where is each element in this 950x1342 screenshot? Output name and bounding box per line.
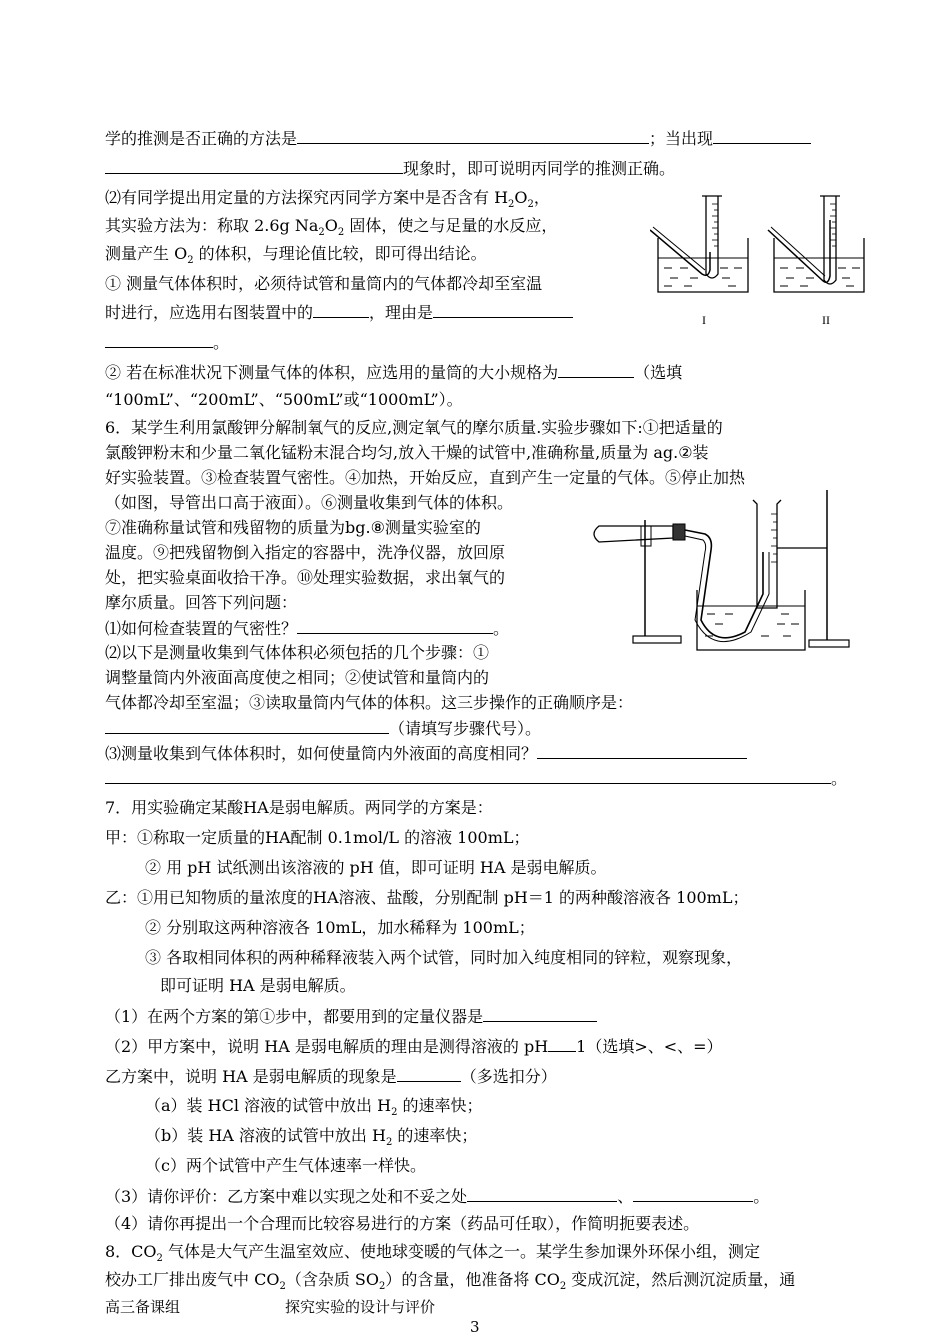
question-7-line [145,1124,477,1148]
gas-collection-apparatus-figure [650,190,870,330]
answer-blank[interactable] [297,616,493,634]
text: ① 测量气体体积时，必须待试管和量筒内的气体都冷却至室温 [105,274,543,293]
text: （多选扣分） [460,1067,557,1086]
text-line [105,272,542,296]
text: ，理由是 [369,303,434,322]
footer-group: 高三备课组 [105,1298,181,1316]
text-line [105,300,573,325]
question-6-line [105,516,481,540]
question-6-line [105,666,489,690]
question-7-line [145,856,607,880]
text: 氯酸钾粉末和少量二氧化锰粉末混合均匀,放入干燥的试管中,准确称量,质量为 ag.②装 [105,443,709,462]
text: 变成沉淀，然后测沉淀质量，通 [566,1270,796,1289]
text: （b）装 HA 溶液的试管中放出 H [145,1126,386,1145]
apparatus-ii [768,196,864,327]
text: ⑶测量收集到气体体积时，如何使量筒内外液面的高度相同？ [105,744,538,763]
text: ② 若在标准状况下测量气体的体积，应选用的量筒的大小规格为 [105,363,559,382]
answer-blank[interactable] [537,741,747,759]
answer-blank[interactable] [633,1184,753,1202]
question-7-line [145,916,535,940]
answer-blank[interactable] [397,1064,461,1082]
question-7-line [145,1094,483,1118]
question-6-line [105,766,847,791]
subscript: 2 [318,227,325,239]
text: 乙方案中，说明 HA 是弱电解质的现象是 [105,1067,397,1086]
text: 气体是大气产生温室效应、使地球变暖的气体之一。某学生参加课外环保小组，测定 [162,1242,761,1261]
text: ⑦准确称量试管和残留物的质量为bg.⑧测量实验室的 [105,518,481,537]
question-6-line [105,691,633,715]
text: 。 [753,1187,770,1206]
text: （2）甲方案中，说明 HA 是弱电解质的理由是测得溶液的 pH [105,1037,549,1056]
text: 学的推测是否正确的方法是 [105,129,298,148]
text: 测量产生 O [105,244,188,263]
text: （选填 [634,363,683,382]
text: ；当出现 [649,129,714,148]
subscript: 2 [385,1137,393,1149]
text: （如图，导管出口高于液面）。⑥测量收集到气体的体积。 [105,493,514,512]
text: （a）装 HCl 溶液的试管中放出 H [145,1096,392,1115]
answer-blank[interactable] [297,126,649,144]
text-line [105,156,675,181]
text: ⑵以下是测量收集到气体体积必须包括的几个步骤：① [105,643,490,662]
text: 的速率快； [392,1126,478,1145]
text: 其实验方法为：称取 2.6g Na [105,216,319,235]
answer-blank[interactable] [467,1184,617,1202]
question-6-line [105,541,505,565]
subscript: 2 [559,1281,567,1293]
text: 好实验装置。③检查装置气密性。④加热，开始反应，直到产生一定量的气体。⑤停止加热 [105,468,746,487]
subscript: 2 [379,1281,386,1293]
subscript: 2 [337,227,345,239]
question-6-line [105,416,723,440]
text: 。 [493,619,510,638]
text: 调整量筒内外液面高度使之相同；②使试管和量筒内的 [105,668,490,687]
text: 时进行，应选用右图装置中的 [105,303,314,322]
question-6-line [105,491,513,515]
text: 6．某学生利用氯酸钾分解制氧气的反应,测定氧气的摩尔质量.实验步骤如下:①把适量的 [105,418,723,437]
text: 。 [831,769,848,788]
text: 现象时，即可说明丙同学的推测正确。 [403,159,676,178]
question-7-line [145,1154,426,1178]
subscript: 2 [391,1107,398,1119]
answer-blank[interactable] [313,300,369,318]
text: “100mL”、“200mL”、“500mL”或“1000mL”）。 [105,390,463,409]
question-8-line [105,1268,795,1292]
text: 1（选填>、<、=） [576,1037,723,1056]
text: （含杂质 SO [285,1270,379,1289]
text: 、 [617,1187,634,1206]
text: 处，把实验桌面收拾干净。⑩处理实验数据，求出氧气的 [105,568,506,587]
subscript: 2 [187,255,194,267]
answer-blank[interactable] [105,330,213,348]
answer-blank[interactable] [558,360,634,378]
answer-blank[interactable] [548,1034,576,1052]
text: 即可证明 HA 是弱电解质。 [160,976,356,995]
text: 校办工厂排出废气中 CO [105,1270,280,1289]
text: 的体积，与理论值比较，即可得出结论。 [193,244,487,263]
answer-blank[interactable] [433,300,573,318]
figure-label: II [822,313,830,327]
answer-blank[interactable] [483,1004,597,1022]
text: 摩尔质量。回答下列问题： [105,593,298,612]
text-line [105,330,229,355]
question-7-line [105,886,748,910]
question-7-line [105,826,530,850]
question-6-line [105,441,709,465]
text: 。 [213,333,230,352]
question-6-line [105,641,489,665]
text: 气体都冷却至室温；③读取量筒内气体的体积。这三步操作的正确顺序是： [105,693,634,712]
text: ③ 各取相同体积的两种稀释液装入两个试管，同时加入纯度相同的锌粒，观察现象， [145,948,743,967]
text-line [105,214,557,238]
question-7-line [105,1034,723,1059]
text: 甲：①称取一定质量的HA配制 0.1mol/L 的溶液 100mL； [105,828,530,847]
answer-blank[interactable] [105,766,831,784]
text: （3）请你评价：乙方案中难以实现之处和不妥之处 [105,1187,468,1206]
figure-label: I [702,313,706,327]
question-7-line [105,1212,699,1236]
text: ⑴如何检查装置的气密性？ [105,619,298,638]
answer-blank[interactable] [105,156,403,174]
text-line [105,360,682,385]
text: （1）在两个方案的第①步中，都要用到的定量仪器是 [105,1007,484,1026]
page-number: 3 [470,1318,480,1336]
text: ② 分别取这两种溶液各 10mL，加水稀释为 100mL； [145,918,535,937]
apparatus-i [650,196,748,327]
text: O [514,188,528,207]
text: ）的含量，他准备将 CO [385,1270,560,1289]
subscript: 2 [156,1253,163,1265]
question-7-line [105,1004,597,1029]
text-line [105,126,811,151]
text: （4）请你再提出一个合理而比较容易进行的方案（药品可任取），作简明扼要表述。 [105,1214,700,1233]
answer-blank[interactable] [105,716,389,734]
text: 的速率快； [397,1096,483,1115]
question-7-line [105,796,493,820]
text: O [324,216,338,235]
question-6-line [105,566,505,590]
subscript: 2 [508,199,515,211]
text-line [105,242,487,266]
text: 8．CO [105,1242,157,1261]
text: （请填写步骤代号）。 [389,719,542,738]
text: 7．用实验确定某酸HA是弱电解质。两同学的方案是： [105,798,493,817]
question-7-line [145,946,742,970]
question-6-line [105,591,297,615]
question-7-line [105,1064,557,1089]
text: ， [533,188,550,207]
subscript: 2 [279,1281,286,1293]
answer-blank[interactable] [713,126,811,144]
text: 固体，使之与足量的水反应， [344,216,558,235]
oxygen-decomposition-apparatus-figure [585,490,855,660]
text-line [105,388,463,412]
text: ⑵有同学提出用定量的方法探究丙同学方案中是否含有 H [105,188,509,207]
question-6-line [105,741,747,766]
text: （c）两个试管中产生气体速率一样快。 [145,1156,426,1175]
question-6-line [105,616,509,641]
text: 温度。⑨把残留物倒入指定的容器中，洗净仪器，放回原 [105,543,506,562]
question-7-line [160,974,356,998]
question-7-line [105,1184,769,1209]
text: 乙：①用已知物质的量浓度的HA溶液、盐酸，分别配制 pH＝1 的两种酸溶液各 100mL； [105,888,749,907]
subscript: 2 [527,199,534,211]
question-8-line [105,1240,760,1264]
text: ② 用 pH 试纸测出该溶液的 pH 值，即可证明 HA 是弱电解质。 [145,858,607,877]
question-6-line [105,716,541,741]
text-line [105,186,550,210]
footer-title: 探究实验的设计与评价 [285,1298,436,1316]
question-6-line [105,466,745,490]
